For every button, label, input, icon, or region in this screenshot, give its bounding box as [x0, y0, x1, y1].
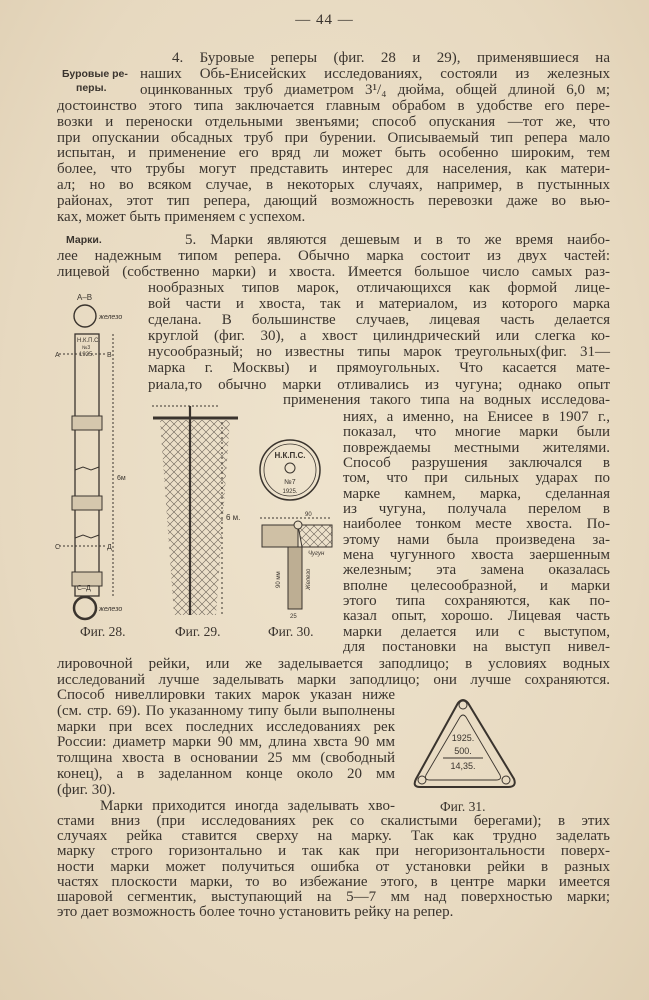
paragraph-5-beside-fig28: [148, 280, 610, 393]
fig28-letter: Д: [107, 544, 112, 551]
fig28-letter: А: [55, 352, 60, 359]
fig28-section-bottom-label: С–Д: [77, 585, 91, 592]
fig30-tail-length-label: 90 мм: [276, 571, 282, 588]
text-line: вполне целесообразной, и марки: [343, 577, 610, 594]
text-line: нусообразный; но известны типы марок треугольных(фиг. 31—: [148, 344, 610, 361]
fig30-plate-text: №7: [284, 479, 296, 486]
fig28-plate-text: 1925.: [79, 352, 95, 358]
sidenote-line: Буровые ре-: [62, 68, 128, 80]
text-line: том, что при сильных ударах по: [343, 470, 610, 487]
text-line: для постановки на выступ нивел-: [343, 638, 610, 655]
paragraph-5-full: [57, 248, 610, 280]
text-line: конец), а в заделанном конце около 20 мм: [57, 765, 395, 782]
paragraph-4: [57, 51, 610, 226]
text-line: оцинкованных труб диаметром 3¹/₄ дюйма, общей длиной 6,0 м;: [140, 81, 610, 98]
text-line: применения такого типа на водных исследова-: [283, 392, 610, 408]
fig28-material-label: железо: [99, 606, 123, 613]
text-line: более, что трубы могут представить интерес для населения, как матери-: [57, 161, 610, 178]
text-line: марки делается или с выступом,: [343, 623, 610, 640]
text-line: лее надежным типом репера. Обычно марка состоит из двух частей:: [57, 248, 610, 264]
figure-29-benchmark-in-ground: [150, 400, 245, 620]
text-line: марку строго горизонтально и так как при негоризонтальности поверх-: [57, 843, 610, 860]
fig28-plate-text: №3: [82, 345, 91, 351]
text-line: показал, что многие марки были: [343, 424, 610, 441]
fig28-length-label: 6м: [117, 475, 126, 482]
figure-30-round-mark: [250, 430, 335, 620]
text-line: при опускании обсадных труб при бурении. Описываемый тип репера мало: [57, 129, 610, 146]
fig30-plate-text: 1925.: [282, 489, 298, 495]
text-line: частях плоскости марки, то во избежание этого, в центре марки имеется: [57, 873, 610, 890]
figure-28-caption: Фиг. 28.: [80, 624, 126, 639]
text-line: наиболее тонком месте хвоста. По-: [343, 516, 610, 533]
paragraph-6-rest: [57, 814, 610, 920]
text-line: районах, этот тип репера, дающий возможность перевозки даже во вью-: [57, 193, 610, 210]
text-line: шаровой сегментик, выступающий на 5—7 мм над поверхностью марки;: [57, 889, 610, 906]
text-line: ности марки может получиться ошибка от установки рейки в разных: [57, 858, 610, 875]
text-line: этого типа сохраняются, как по-: [343, 592, 610, 609]
text-line: (см. стр. 69). По указанному типу были выполнены: [57, 702, 395, 719]
text-line: испытан, и применение его вряд ли может быть особенно широким, тем: [57, 145, 610, 162]
fig31-number-text: 500.: [454, 746, 472, 756]
text-line: (фиг. 30).: [57, 781, 116, 798]
text-line: 5. Марки являются дешевым и в то же время наибо-: [185, 232, 610, 248]
text-line: России: диаметр марки 90 мм, длина хвста 90 мм: [57, 734, 395, 751]
text-line: сделана. В большинстве случаев, лицевая часть делается: [148, 312, 610, 329]
text-line: нообразных типов марок, отличающихся как формой лице-: [148, 280, 610, 296]
text-line: марки при всех последних исследованиях рек: [57, 718, 395, 735]
text-line: Способ нивеллировки таких марок указан ниже: [57, 687, 395, 703]
text-line: наших Обь-Енисейских исследованиях, состояли из железных: [140, 65, 610, 82]
text-line: ниях, а именно, на Енисее в 1907 г.,: [343, 409, 610, 425]
text-line: 4. Буровые реперы (фиг. 28 и 29), применявшиеся на: [172, 50, 610, 66]
text-line: Способ разрушения заключался в: [343, 454, 610, 471]
figure-31-caption: Фиг. 31.: [440, 799, 486, 814]
text-line: марка г. Москвы) и прямоугольных. Что касается мате-: [148, 360, 610, 377]
page-number: — 44 —: [295, 12, 354, 28]
fig28-plate-text: Н.К.П.С.: [77, 338, 101, 344]
text-line: лировочной рейки, или же заделывается заподлицо; в условиях водных: [57, 656, 610, 672]
figure-29-caption: Фиг. 29.: [175, 624, 221, 639]
paragraph-6-start: [100, 798, 395, 814]
fig28-letter: С: [55, 544, 61, 551]
fig28-letter: В: [107, 352, 112, 359]
fig30-cast-iron-label: Чугун: [308, 551, 325, 557]
paragraph-5-beside-fig30: [343, 410, 610, 655]
text-line: стами вниз (при исследованиях рек со скалистыми берегами); в этих: [57, 813, 610, 829]
text-line: риала,то обычно марки отливались из чугуна; однако опыт: [148, 376, 610, 393]
text-line: ал; но во всяком случае, в некоторых случаях, например, в пустынных: [57, 177, 610, 194]
fig31-year-text: 1925.: [451, 733, 475, 743]
text-line: вой части и хвоста, так и материалом, из которого марка: [148, 296, 610, 313]
text-line: возки и переноски отдельными звенъями; способ опускания —тот же, что: [57, 113, 610, 130]
fig31-height-text: 14,35.: [450, 761, 476, 771]
text-line: казал опыт, хорошо. Лицевая часть: [343, 608, 610, 625]
text-line: ках, может быть применяем с успехом.: [57, 209, 306, 226]
fig30-width-label: 90: [305, 512, 312, 518]
fig28-material-label: железо: [99, 314, 123, 321]
fig28-section-top-label: А–В: [77, 293, 93, 302]
figure-28-boring-benchmark-tube: [55, 290, 140, 625]
text-line: круглой (фиг. 30), а хвост цилиндрический или слегка ко-: [148, 328, 610, 345]
sidenote-marks: Марки.: [66, 234, 102, 246]
paragraph-5-after-figures: [57, 656, 610, 688]
text-line: толщина хвоста в основании 25 мм (свободный: [57, 750, 395, 766]
paragraph-5-start: [185, 232, 610, 248]
fig30-iron-label: Железо: [306, 568, 312, 590]
text-line: этому нами была произведена за-: [343, 531, 610, 548]
text-line: исследований лучше заделывать марки заподлицо; они лучше сохраняются.: [57, 672, 610, 688]
text-line: из чугуна, получала перелом в: [343, 500, 610, 517]
paragraph-5-mid: [283, 393, 610, 408]
sidenote-line: перы.: [76, 82, 107, 94]
text-line: железным; эта замена оказалась: [343, 562, 610, 579]
fig30-plate-text: Н.К.П.С.: [274, 451, 306, 460]
paragraph-5-beside-fig31: [57, 688, 395, 798]
fig29-length-label: 6 м.: [226, 513, 241, 522]
text-line: достоинство этого типа заключается главным обрабом в удобстве его пере-: [57, 97, 610, 114]
text-line: марке камнем, марка, сделанная: [343, 485, 610, 502]
figure-31-triangular-mark: [410, 695, 520, 795]
figure-30-caption: Фиг. 30.: [268, 624, 314, 639]
text-line: случаях рейка ставится сверху на марку. Так как трудно заделать: [57, 828, 610, 845]
text-line: мена чугунного хвоста заершенным: [343, 546, 610, 563]
fig30-thickness-label: 25: [290, 614, 297, 620]
text-line: Марки приходится иногда заделывать хво-: [100, 798, 395, 814]
text-line: лицевой (собственно марки) и хвоста. Имеется большое число самых раз-: [57, 264, 610, 280]
text-line: повреждаемы местными жителями.: [343, 439, 610, 456]
text-line: это дает возможность более точно установить рейку на репер.: [57, 904, 454, 921]
